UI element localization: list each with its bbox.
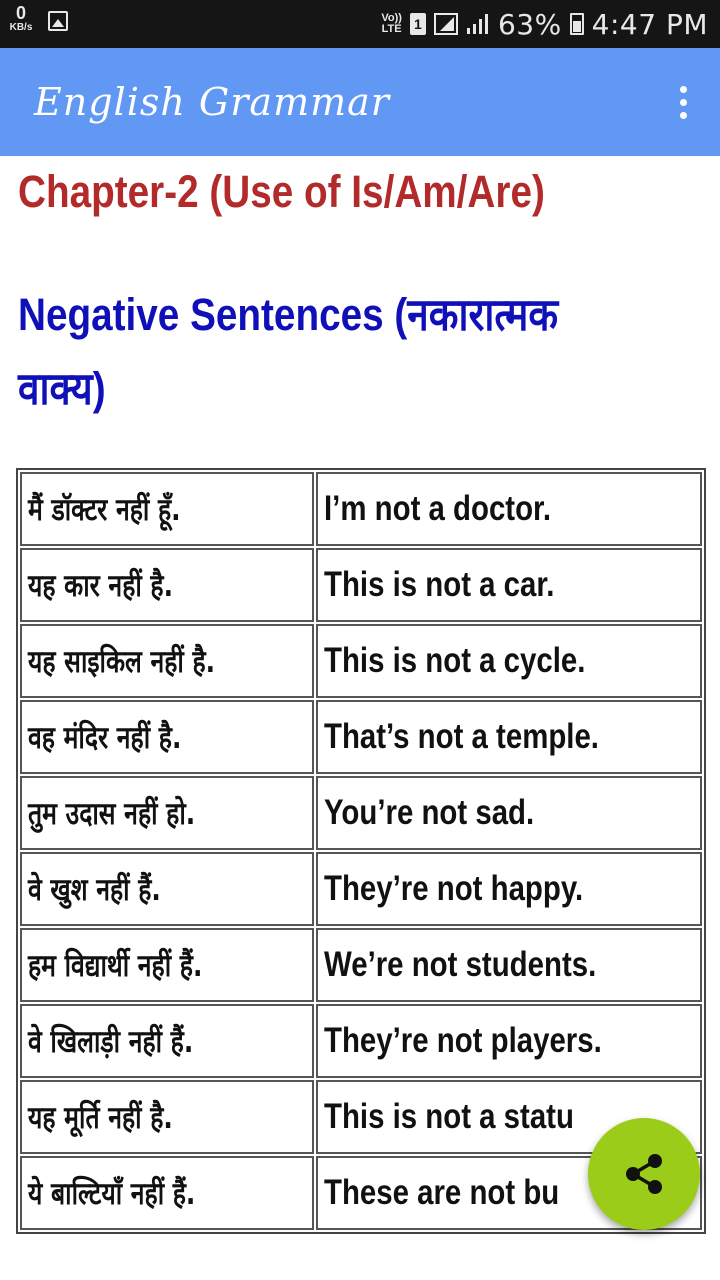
network-speed-value: 0 <box>15 3 26 23</box>
status-bar <box>0 0 720 48</box>
english-cell: We’re not students. <box>316 928 702 1002</box>
volte-top-label: Vo)) <box>381 12 402 24</box>
table-row <box>20 624 702 698</box>
hindi-cell: मैं डॉक्टर नहीं हूँ. <box>20 472 314 546</box>
table-row <box>20 472 702 546</box>
hindi-cell: यह कार नहीं है. <box>20 548 314 622</box>
english-cell: They’re not players. <box>316 1004 702 1078</box>
share-icon <box>622 1152 666 1196</box>
signal-bars-icon <box>466 13 490 35</box>
table-row <box>20 700 702 774</box>
english-cell: This is not a statu <box>316 1080 702 1154</box>
hindi-cell: यह साइकिल नहीं है. <box>20 624 314 698</box>
volte-bottom-label: LTE <box>381 23 402 35</box>
chapter-title: Chapter-2 (Use of Is/Am/Are) <box>18 166 545 217</box>
sentence-table <box>16 468 706 1234</box>
share-button[interactable] <box>588 1118 700 1230</box>
english-cell: You’re not sad. <box>316 776 702 850</box>
english-cell: This is not a cycle. <box>316 624 702 698</box>
english-cell: That’s not a temple. <box>316 700 702 774</box>
more-vertical-icon[interactable] <box>676 86 690 122</box>
table-row <box>20 928 702 1002</box>
table-row <box>20 852 702 926</box>
battery-percent: 63% <box>497 7 562 41</box>
english-cell: These are not bu <box>316 1156 702 1230</box>
english-cell: This is not a car. <box>316 548 702 622</box>
sim-slot-icon: 1 <box>410 13 426 35</box>
hindi-cell: ये बाल्टियाँ नहीं हैं. <box>20 1156 314 1230</box>
table-row <box>20 548 702 622</box>
network-speed <box>6 4 36 33</box>
volte-indicator <box>381 13 402 35</box>
app-bar <box>0 48 720 156</box>
signal-empty-icon <box>434 13 458 35</box>
table-row <box>20 776 702 850</box>
battery-icon <box>570 13 584 35</box>
network-speed-unit: KB/s <box>9 22 33 33</box>
section-title: Negative Sentences (नकारात्मक वाक्य) <box>18 289 559 414</box>
hindi-cell: वे खुश नहीं हैं. <box>20 852 314 926</box>
hindi-cell: हम विद्यार्थी नहीं हैं. <box>20 928 314 1002</box>
clock: 4:47 PM <box>591 7 708 41</box>
app-title: English Grammar <box>34 80 390 124</box>
hindi-cell: तुम उदास नहीं हो. <box>20 776 314 850</box>
gallery-notification-icon <box>48 11 68 31</box>
hindi-cell: वे खिलाड़ी नहीं हैं. <box>20 1004 314 1078</box>
english-cell: I’m not a doctor. <box>316 472 702 546</box>
hindi-cell: वह मंदिर नहीं है. <box>20 700 314 774</box>
table-row <box>20 1004 702 1078</box>
hindi-cell: यह मूर्ति नहीं है. <box>20 1080 314 1154</box>
english-cell: They’re not happy. <box>316 852 702 926</box>
